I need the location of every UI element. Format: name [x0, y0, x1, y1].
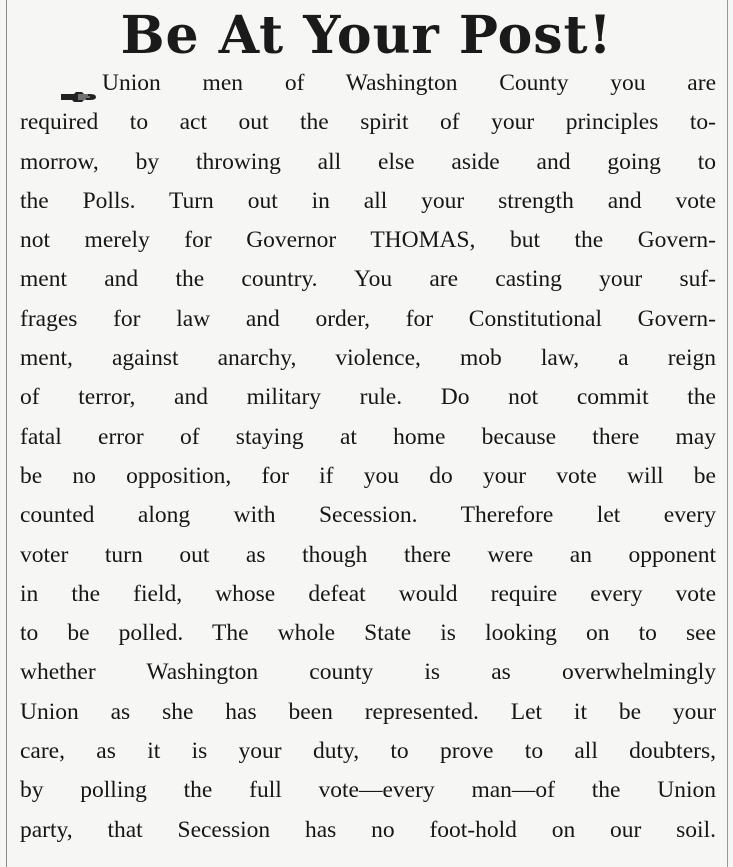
article-line: fatal error of staying at home because there may: [20, 423, 716, 450]
article-line: to be polled. The whole State is looking on to see: [20, 620, 716, 647]
article-line: the Polls. Turn out in all your strength and vote: [20, 187, 716, 214]
article-line: of terror, and military rule. Do not commit the: [20, 384, 716, 411]
article-line-1: Union men of Washington County you are: [20, 64, 716, 103]
article-line: Union as she has been represented. Let it be your: [20, 698, 716, 725]
column-rule-right: [727, 0, 728, 867]
article-line: morrow, by throwing all else aside and going to: [20, 148, 716, 175]
article-line: ment and the country. You are casting your suf-: [20, 266, 716, 293]
column-rule-left: [6, 0, 7, 867]
article-line: not merely for Governor THOMAS, but the Govern-: [20, 227, 716, 254]
article-line: frages for law and order, for Constitutional Govern-: [20, 305, 716, 332]
article-line: counted along with Secession. Therefore let every: [20, 502, 716, 529]
headline: Be At Your Post!: [120, 5, 613, 66]
article-line: by polling the full vote—every man—of the Union: [20, 777, 716, 804]
article-line: party, that Secession has no foot-hold on our soil.: [20, 816, 716, 843]
pointing-hand-icon: [60, 78, 98, 92]
article-line: care, as it is your duty, to prove to all doubters,: [20, 738, 716, 765]
article-line: voter turn out as though there were an opponent: [20, 541, 716, 568]
article-line: whether Washington county is as overwhelmingly: [20, 659, 716, 686]
article-line: in the field, whose defeat would require every vote: [20, 580, 716, 607]
article-line: be no opposition, for if you do your vote will be: [20, 462, 716, 489]
article-line: required to act out the spirit of your principles to-: [20, 109, 716, 136]
article-line: ment, against anarchy, violence, mob law, a reign: [20, 345, 716, 372]
article-body: [20, 64, 716, 850]
